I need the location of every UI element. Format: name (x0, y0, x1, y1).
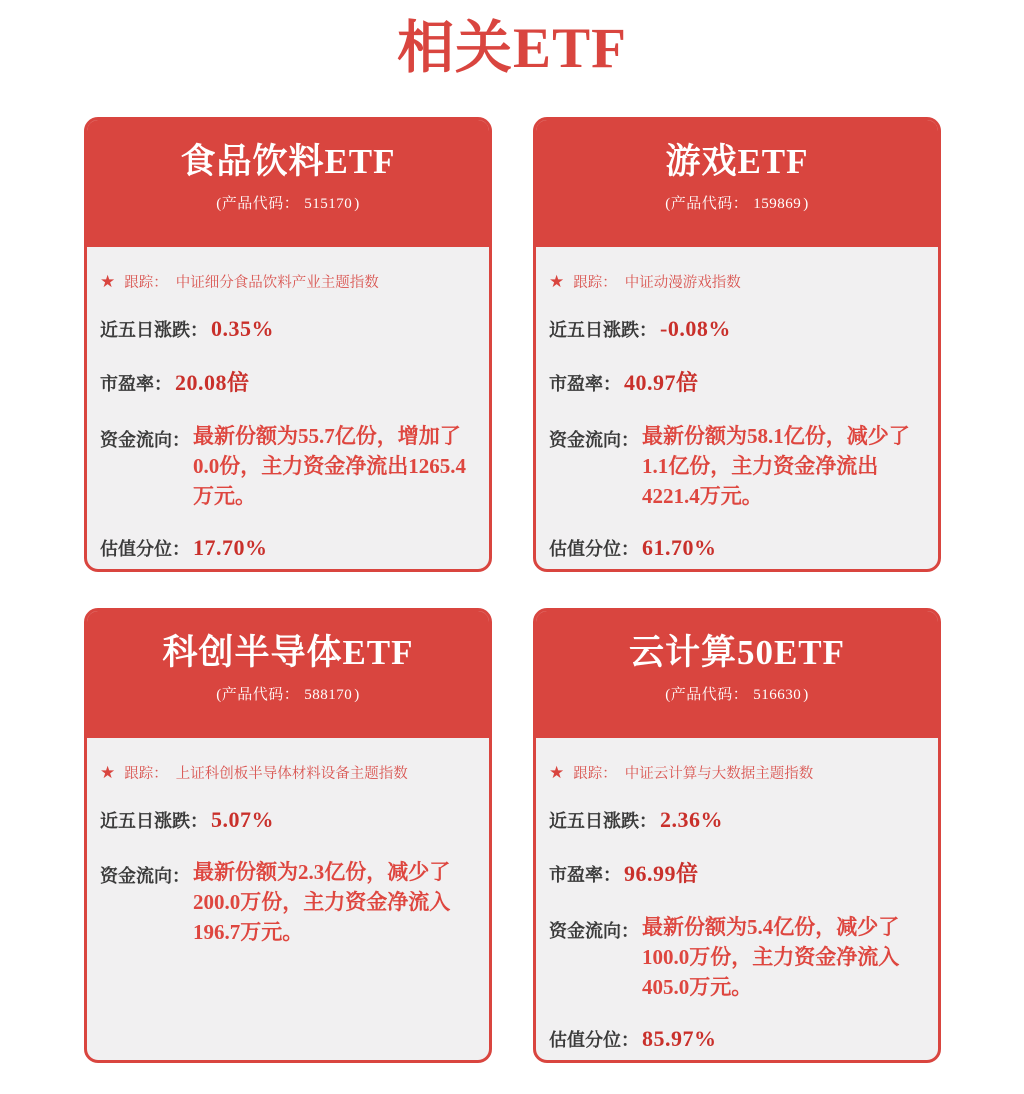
product-code (87, 683, 489, 704)
valuation-label: 估值分位： (100, 539, 190, 559)
tracking-index-row (549, 271, 926, 292)
card-body (87, 738, 489, 947)
pe-ratio-value: 20.08倍 (175, 370, 250, 395)
etf-card-semiconductor (84, 608, 492, 1063)
pe-ratio-label: 市盈率： (549, 865, 621, 885)
product-code (87, 192, 489, 213)
change-5d-row (549, 316, 926, 342)
card-header (536, 611, 938, 738)
code-suffix: ) (803, 687, 809, 703)
pe-ratio-value: 96.99倍 (624, 861, 699, 886)
code-suffix: ) (354, 196, 360, 212)
change-5d-value: 2.36% (660, 807, 723, 832)
etf-title: 云计算50ETF (628, 633, 846, 672)
valuation-row (549, 1026, 926, 1052)
tracking-index-row (100, 762, 477, 783)
code-number: 588170 (304, 687, 353, 703)
code-prefix: (产品代码： (216, 687, 300, 703)
track-label: 跟踪： (573, 766, 617, 782)
code-suffix: ) (354, 687, 360, 703)
product-code (536, 192, 938, 213)
pe-ratio-label: 市盈率： (549, 374, 621, 394)
tracking-index-name: 上证科创板半导体材料设备主题指数 (175, 766, 408, 782)
product-code (536, 683, 938, 704)
fund-flow-value: 最新份额为5.4亿份，减少了100.0万份，主力资金净流入405.0万元。 (642, 915, 900, 999)
fund-flow-label: 资金流向： (100, 430, 190, 450)
page-title: 相关ETF (397, 17, 627, 80)
change-5d-label: 近五日涨跌： (100, 320, 208, 340)
pe-ratio-row (549, 857, 926, 888)
fund-flow-value: 最新份额为58.1亿份，减少了1.1亿份，主力资金净流出4221.4万元。 (642, 424, 910, 508)
etf-title: 科创半导体ETF (162, 633, 414, 672)
change-5d-row (549, 807, 926, 833)
change-5d-label: 近五日涨跌： (100, 811, 208, 831)
valuation-value: 17.70% (193, 535, 268, 560)
star-icon: ★ (549, 272, 565, 291)
etf-card-game (533, 117, 941, 572)
change-5d-label: 近五日涨跌： (549, 811, 657, 831)
pe-ratio-value: 40.97倍 (624, 370, 699, 395)
pe-ratio-label: 市盈率： (100, 374, 172, 394)
track-label: 跟踪： (124, 766, 168, 782)
fund-flow-value: 最新份额为55.7亿份，增加了0.0份，主力资金净流出1265.4万元。 (193, 424, 466, 508)
card-body (536, 247, 938, 561)
valuation-label: 估值分位： (549, 1030, 639, 1050)
code-number: 516630 (753, 687, 802, 703)
card-header (536, 120, 938, 247)
code-number: 159869 (753, 196, 802, 212)
valuation-value: 85.97% (642, 1026, 717, 1051)
etf-card-cloud-computing (533, 608, 941, 1063)
code-number: 515170 (304, 196, 353, 212)
fund-flow-label: 资金流向： (549, 921, 639, 941)
code-prefix: (产品代码： (216, 196, 300, 212)
code-prefix: (产品代码： (665, 687, 749, 703)
etf-card-food-beverage (84, 117, 492, 572)
valuation-value: 61.70% (642, 535, 717, 560)
code-suffix: ) (803, 196, 809, 212)
valuation-row (549, 535, 926, 561)
track-label: 跟踪： (573, 275, 617, 291)
valuation-label: 估值分位： (549, 539, 639, 559)
change-5d-value: 5.07% (211, 807, 274, 832)
fund-flow-row (549, 421, 926, 511)
pe-ratio-row (100, 366, 477, 397)
card-header (87, 611, 489, 738)
card-header (87, 120, 489, 247)
fund-flow-label: 资金流向： (100, 866, 190, 886)
tracking-index-name: 中证云计算与大数据主题指数 (624, 766, 814, 782)
code-prefix: (产品代码： (665, 196, 749, 212)
fund-flow-value: 最新份额为2.3亿份，减少了200.0万份，主力资金净流入196.7万元。 (193, 860, 451, 944)
etf-cards-grid (0, 117, 1024, 1063)
change-5d-value: 0.35% (211, 316, 274, 341)
tracking-index-row (100, 271, 477, 292)
star-icon: ★ (100, 763, 116, 782)
fund-flow-row (100, 421, 477, 511)
star-icon: ★ (100, 272, 116, 291)
etf-title: 食品饮料ETF (180, 142, 396, 181)
valuation-row (100, 535, 477, 561)
change-5d-value: -0.08% (660, 316, 731, 341)
tracking-index-row (549, 762, 926, 783)
card-body (536, 738, 938, 1052)
etf-title: 游戏ETF (665, 142, 809, 181)
fund-flow-label: 资金流向： (549, 430, 639, 450)
change-5d-row (100, 316, 477, 342)
pe-ratio-row (549, 366, 926, 397)
tracking-index-name: 中证细分食品饮料产业主题指数 (175, 275, 379, 291)
change-5d-row (100, 807, 477, 833)
track-label: 跟踪： (124, 275, 168, 291)
change-5d-label: 近五日涨跌： (549, 320, 657, 340)
fund-flow-row (549, 912, 926, 1002)
card-body (87, 247, 489, 561)
star-icon: ★ (549, 763, 565, 782)
tracking-index-name: 中证动漫游戏指数 (624, 275, 741, 291)
fund-flow-row (100, 857, 477, 947)
